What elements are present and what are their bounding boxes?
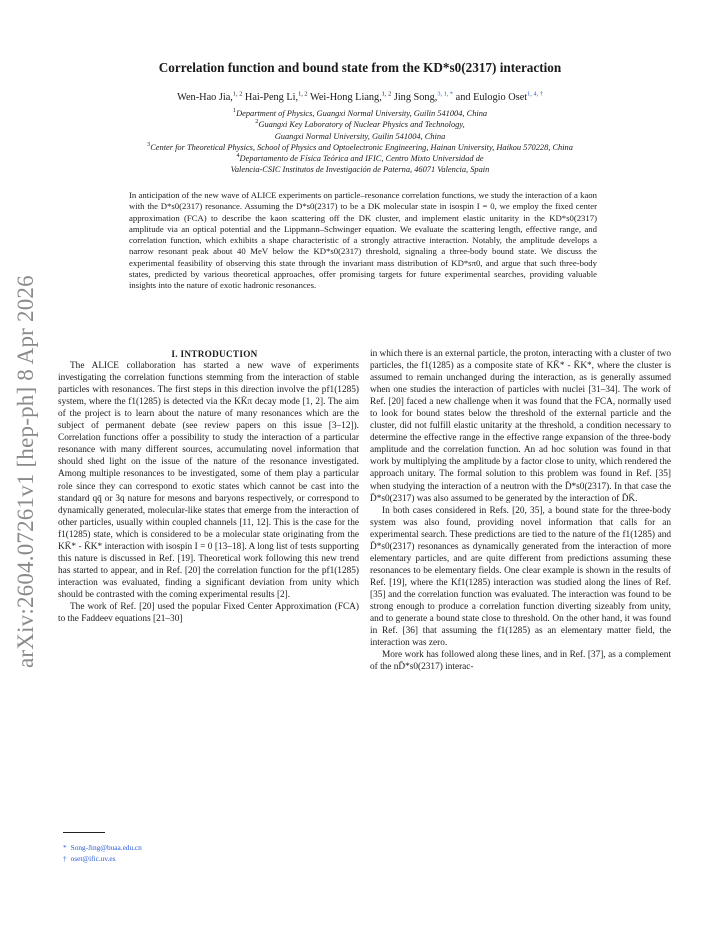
affiliation: Guangxi Normal University, Guilin 541004, China [274,131,446,141]
affiliation: $^3$Center for Theoretical Physics, School of Physics and Optoelectronic Engineering, Hainan University, Haikou 570228, China [147,141,573,152]
author: and Eulogio Oset$^{1, 4, \dagger}$ [455,90,543,103]
affiliation: $^4$Departamento de Física Teórica and IFIC, Centro Mixto Universidad de [236,152,484,164]
arxiv-identifier[interactable]: arXiv:2604.07261v1 [hep-ph] 8 Apr 2026 [13,275,38,668]
body-paragraph: The work of Ref. [20] used the popular Fixed Center Approximation (FCA) to the Faddeev equations [21–30] [58,601,359,625]
right-column [370,348,671,673]
affiliation: Valencia-CSIC Institutos de Investigación de Paterna, 46071 Valencia, Spain [230,165,490,175]
footnotes [63,843,353,864]
author: Wei-Hong Liang,$^{1, 2}$ [309,90,392,103]
left-column [58,348,359,625]
affiliation-list [58,108,662,176]
paper-title: Correlation function and bound state from the KD*s0(2317) interaction [158,60,562,75]
author: Wen-Hao Jia,$^{1, 2}$ [177,90,243,103]
section-heading: I. INTRODUCTION [171,349,258,359]
footnote[interactable]: * Song-Jing@buaa.edu.cn [63,843,142,852]
email-link[interactable]: Song-Jing@buaa.edu.cn [70,843,142,852]
body-paragraph: The ALICE collaboration has started a new wave of experiments investigating the correlation functions stemming from the interaction of stable particles with resonances. The first steps in this direction involve the pf1(1285) system, where the f1(1285) is detected via the KK̄π decay mode [1, 2]. The aim of the project is to learn about the nature of many resonances which are the subject of permanent debate (see review papers on this issue [3–12]). Correlation functions offer a possibility to study the interaction of a particular resonance with many different sources, accumulating novel information that should shed light on the issue of the nature of the resonance investigated. Among multiple resonances to be investigated, some of them play a particular role since they can correspond to exotic states which cannot be cast into the standard qq̄ or 3q nature for mesons and baryons respectively, or correspond to dynamically generated, molecular-like states that emerge from the interaction of other particles, usually within coupled channels [11, 12]. This is the case for the f1(1285) state, which is considered to be a molecular state originating from the KK̄* - K̄K* interaction with isospin I = 0 [13–18]. A long list of tests supporting this nature is discussed in Ref. [19]. Theoretical work following this new trend has started to appear, and in Ref. [20] the correlation function for the pf1(1285) interaction was evaluated, finding a significant deviation from unity which should be contrasted with the coming experimental results [2]. [58,361,359,600]
author-list [60,92,660,103]
body-paragraph: in which there is an external particle, the proton, interacting with a cluster of two particles, the f1(1285) as a composite state of KK̄* - K̄K*, where the cluster is assumed to remain unchanged during the interaction, as is generally assumed when one studies the interaction of particles with nuclei [31–34]. The work of Ref. [20] faced a new challenge when it was found that the FCA, normally used to look for bound states below the threshold of the external particle and the cluster, did not fulfill elastic unitarity at the threshold, a condition necessary to determine the effective range in the effective range expansion of the three-body amplitude and the correlation function. An ad hoc solution was found in that work by multiplying the amplitude by a factor close to unity, which rendered the approach unitary. The formal solution to this problem was found in Ref. [35] when studying the interaction of a neutron with the D̄*s0(2317). In that case the D̄*s0(2317) was also assumed to be generated by the interaction of D̄K̄. [370,349,672,504]
body-paragraph: In both cases considered in Refs. [20, 35], a bound state for the three-body system was also found, providing novel information that calls for an experimental search. These predictions are tied to the nature of the f1(1285) and D̄*s0(2317) resonances as dynamically generated from the interaction of more elementary particles, and are quite different from predictions assuming these resonances to be elementary fields. One clear example is shown in the results of Ref. [19], where the Kf1(1285) interaction was studied along the lines of Ref. [35] and the correlation function was evaluated. The interaction was found to be strong enough to produce a correlation function diverting sizeably from unity, and to generate a bound state close to threshold. On the other hand, it was found in Ref. [36] that assuming the f1(1285) as an elementary matter field, the interaction was zero. [370,505,671,649]
body-paragraph: More work has followed along these lines, and in Ref. [37], as a complement of the nD̄*s0(2317) interac- [370,650,671,673]
affiliation: $^1$Department of Physics, Guangxi Normal University, Guilin 541004, China [232,107,488,118]
author: Jing Song,$^{3, 1, *}$ [393,90,454,103]
email-link[interactable]: oset@ific.uv.es [70,853,116,863]
footnote-divider [63,832,105,833]
author: Hai-Peng Li,$^{1, 2}$ [244,90,308,103]
affiliation: $^2$Guangxi Key Laboratory of Nuclear Physics and Technology, [255,118,465,130]
footnote[interactable]: † oset@ific.uv.es [63,853,116,863]
abstract: In anticipation of the new wave of ALICE experiments on particle–resonance correlation functions, we study the interaction of a kaon with the D*s0(2317) resonance. Assuming the D*s0(2317) to be a DK molecular state in isospin I = 0, we employ the fixed center approximation (FCA) to describe the kaon scattering off the DK cluster, and implement elastic unitarity in the KD*s0(2317) amplitude via an optical potential and the Lippmann–Schwinger equation. We evaluate the scattering length, effective range, and correlation function, which exhibits a shape characteristic of a strongly attractive interaction. Notably, the amplitude develops a narrow resonant peak about 40 MeV below the KD*s0(2317) threshold, signaling a three-body bound state. We discuss the experimental feasibility of observing this state through the invariant mass distribution of KD*sπ0, and argue that such three-body states, predicted by various theoretical approaches, offer promising targets for future experimental searches, providing valuable insights into the nature of exotic hadronic resonances. [129,190,597,291]
